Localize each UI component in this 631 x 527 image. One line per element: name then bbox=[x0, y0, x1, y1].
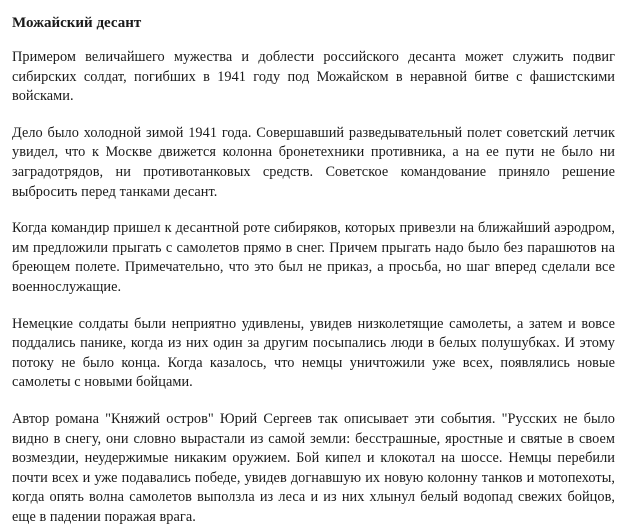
paragraph-1: Примером величайшего мужества и доблести российского десанта может служить подвиг сибирских солдат, погибших в 1941 году под Можайском в неравной битве с фашистскими войсками. bbox=[12, 49, 615, 105]
paragraph-5: Автор романа "Княжий остров" Юрий Сергеев так описывает эти события. "Русских не было видно в снегу, они словно вырастали из самой земли: бесстрашные, яростные и святые в своем возмездии, неудержимые никаким оружием. Бой кипел и клокотал на шоссе. Немцы перебили почти всех и уже подавались победе, увидев догнавшую их новую колонну танков и мотопехоты, когда опять волна самолетов выползла из леса и из них хлынул белый водопад свежих бойцов, еще в падении поражая врага. bbox=[12, 410, 615, 525]
page-title: Можайский десант bbox=[12, 15, 142, 31]
paragraph-3: Когда командир пришел к десантной роте сибиряков, которых привезли на ближайший аэродром, им предложили прыгать с самолетов прямо в снег. Причем прыгать надо было без парашютов на бреющем полете. Примечательно, что это был не приказ, а просьба, но шаг вперед сделали все военнослужащие. bbox=[12, 220, 615, 295]
paragraph-4: Немецкие солдаты были неприятно удивлены, увидев низколетящие самолеты, а затем и вовсе поддались панике, когда из них один за другим посыпались люди в белых полушубках. И этому потоку не было конца. Когда казалось, что немцы уничтожили уже всех, появлялись новые самолеты с новыми бойцами. bbox=[12, 315, 615, 391]
paragraph-2: Дело было холодной зимой 1941 года. Совершавший разведывательный полет советский летчик увидел, что к Москве движется колонна бронетехники противника, а на ее пути не было ни заградотрядов, ни противотанковых средств. Советское командование приняло решение выбросить перед танками десант. bbox=[12, 124, 615, 200]
